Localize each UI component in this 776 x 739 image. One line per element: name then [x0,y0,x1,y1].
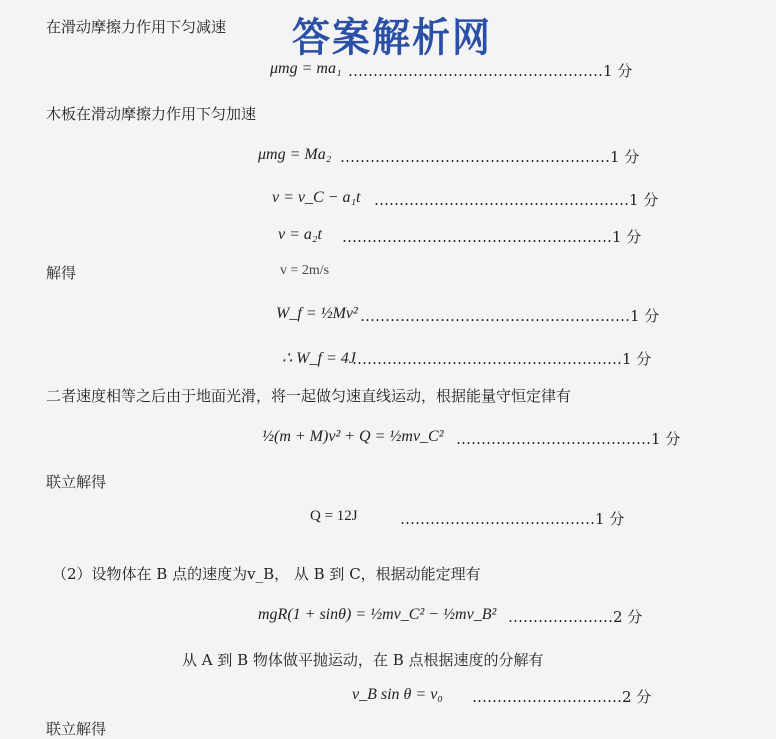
text-part-2: （2）设物体在 B 点的速度为v_B， 从 B 到 C，根据动能定理有 [52,565,481,583]
equation-friction-block: μmg = ma₁ [270,60,342,77]
text-solve-label-3: 联立解得 [46,720,107,738]
equation-work-friction: W_f = ½Mv² [276,305,358,322]
equation-kinetic-energy: mgR(1 + sinθ) = ½mv_C² − ½mv_B² [258,606,497,623]
score-line-9: ………………………………………………1 分 [352,350,652,368]
text-solve-label-1: 解得 [46,264,77,282]
equation-friction-board: μmg = Ma₂ [258,146,332,163]
equation-work-result: ∴ W_f = 4J [282,350,356,367]
score-line-5: ……………………………………………1 分 [374,191,659,209]
watermark-logo: 答案解析网 [292,14,493,61]
text-line-10: 二者速度相等之后由于地面光滑，将一起做匀速直线运动，根据能量守恒定律有 [46,387,572,405]
equation-velocity-block: v = v_C − a₁t [272,189,361,206]
score-line-6: ………………………………………………1 分 [342,228,642,246]
text-solve-label-2: 联立解得 [46,473,107,491]
equation-velocity-board: v = a₂t [278,226,322,243]
equation-energy-conservation: ½(m + M)v² + Q = ½mv_C² [262,428,444,445]
score-line-11: …………………………………1 分 [456,430,681,448]
score-line-2: ……………………………………………1 分 [348,62,633,80]
equation-heat-result: Q = 12J [310,508,358,524]
equation-velocity-decomposition: v_B sin θ = v₀ [352,686,443,703]
score-line-4: ………………………………………………1 分 [340,148,640,166]
score-line-15: …………………2 分 [508,608,643,626]
score-line-17: …………………………2 分 [472,688,652,706]
text-line-3: 木板在滑动摩擦力作用下匀加速 [46,105,257,123]
equation-v-result: v = 2m/s [280,263,330,278]
text-line-16: 从 A 到 B 物体做平抛运动，在 B 点根据速度的分解有 [182,651,544,669]
text-line-1: 在滑动摩擦力作用下匀减速 [46,18,227,36]
score-line-8: ………………………………………………1 分 [360,307,660,325]
score-line-13: …………………………………1 分 [400,510,625,528]
